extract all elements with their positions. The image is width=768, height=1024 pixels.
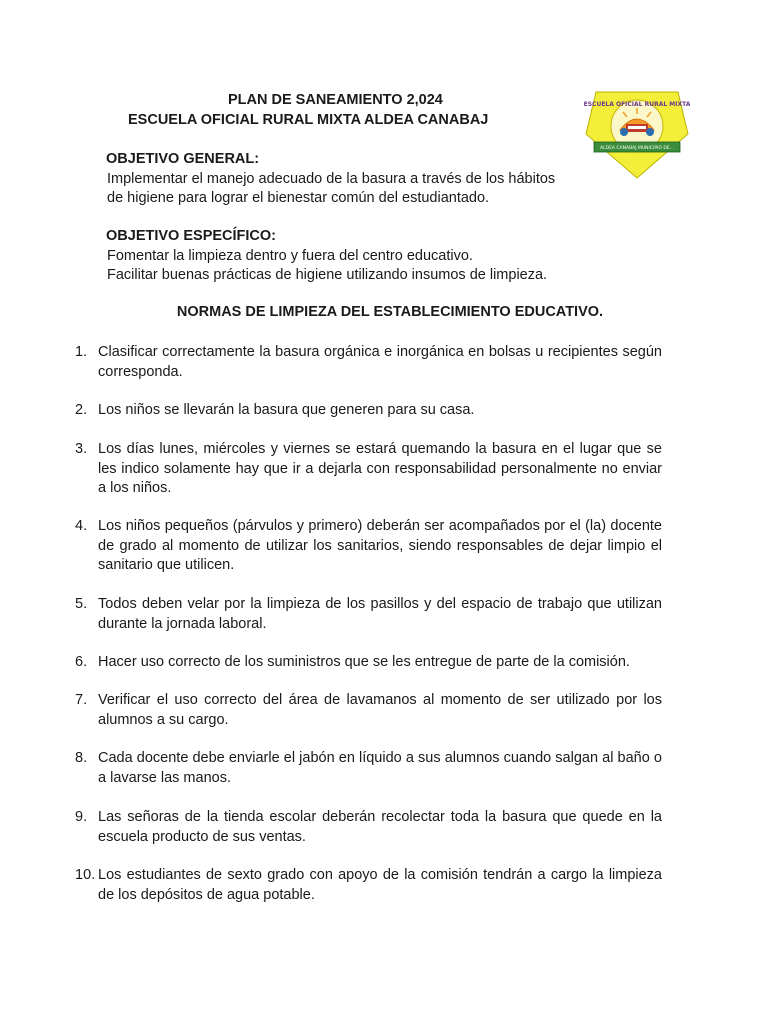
list-item — [75, 440, 662, 499]
objetivo-especifico-heading: OBJETIVO ESPECÍFICO: — [106, 228, 276, 244]
list-item-text: Hacer uso correcto de los suministros que se les entregue de parte de la comisión. — [98, 654, 630, 670]
list-item-text: Los estudiantes de sexto grado con apoyo de la comisión tendrán a cargo la limpieza de los depósitos de agua potable. — [98, 867, 662, 903]
list-item — [75, 866, 662, 905]
list-item-number: 9. — [75, 809, 88, 825]
logo-band-text: ALDEA CANABAJ MUNICIPIO DE... — [600, 146, 674, 151]
list-item-text: Todos deben velar por la limpieza de los pasillos y del espacio de trabajo que utilizan durante la jornada laboral. — [98, 596, 662, 632]
list-item-text: Clasificar correctamente la basura orgánica e inorgánica en bolsas u recipientes según corresponda. — [98, 344, 662, 380]
objetivo-general — [106, 150, 555, 209]
list-item-number: 5. — [75, 596, 88, 612]
list-item — [75, 401, 662, 421]
list-item-number: 10. — [75, 867, 96, 883]
objetivo-general-line: Implementar el manejo adecuado de la basura a través de los hábitos — [107, 170, 556, 187]
objetivo-general-heading: OBJETIVO GENERAL: — [106, 151, 260, 167]
list-item — [75, 808, 662, 847]
list-item — [75, 653, 662, 673]
objetivo-especifico-line: Facilitar buenas prácticas de higiene utilizando insumos de limpieza. — [107, 267, 548, 283]
objetivo-especifico — [106, 227, 547, 286]
list-item-number: 6. — [75, 654, 88, 670]
list-item — [75, 749, 662, 788]
list-item-text: Cada docente debe enviarle el jabón en líquido a sus alumnos cuando salgan al baño o a lavarse las manos. — [98, 750, 662, 786]
list-item — [75, 595, 662, 634]
list-item-text: Los días lunes, miércoles y viernes se estará quemando la basura en el lugar que se les indico solamente hay que ir a dejarla con responsabilidad personalmente no enviar a los niños. — [98, 441, 662, 496]
list-item-number: 8. — [75, 750, 88, 766]
objetivo-general-line: de higiene para lograr el bienestar común del estudiantado. — [107, 190, 490, 206]
page-title: PLAN DE SANEAMIENTO 2,024 — [228, 92, 443, 108]
school-logo — [584, 88, 690, 180]
list-item-text: Verificar el uso correcto del área de lavamanos al momento de ser utilizado por los alumnos a su cargo. — [98, 692, 662, 728]
list-item-number: 2. — [75, 402, 88, 418]
objetivo-especifico-line: Fomentar la limpieza dentro y fuera del centro educativo. — [107, 247, 473, 264]
list-item-text: Los niños se llevarán la basura que generen para su casa. — [98, 402, 475, 418]
list-item-number: 1. — [75, 344, 88, 360]
list-item-text: Los niños pequeños (párvulos y primero) deberán ser acompañados por el (la) docente de grado al momento de utilizar los sanitarios, siendo responsables de dejar limpio el sanitario que utilicen. — [98, 518, 662, 573]
list-item-number: 3. — [75, 441, 88, 457]
logo-arc-text: ESCUELA OFICIAL RURAL MIXTA — [584, 101, 690, 108]
list-item-text: Las señoras de la tienda escolar deberán recolectar toda la basura que quede en la escuela producto de sus ventas. — [98, 809, 662, 845]
list-item — [75, 691, 662, 730]
school-name: ESCUELA OFICIAL RURAL MIXTA ALDEA CANABAJ — [128, 112, 489, 128]
list-item-number: 4. — [75, 518, 88, 534]
list-item-number: 7. — [75, 692, 88, 708]
normas-title: NORMAS DE LIMPIEZA DEL ESTABLECIMIENTO EDUCATIVO. — [176, 304, 604, 320]
list-item — [75, 517, 662, 576]
list-item — [75, 343, 662, 382]
